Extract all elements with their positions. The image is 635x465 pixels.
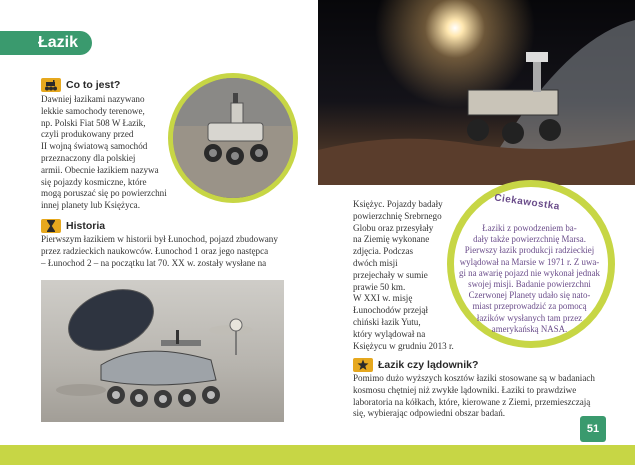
text-line: przeznaczony dla polskiej [41, 152, 136, 163]
text-line: na Ziemię wykonane [353, 234, 430, 245]
text-line: kosmosu chętniej niż zwykłe lądowniki. Łaziki to prawdziwe [353, 384, 577, 395]
text-line: Księżycu w grudniu 2013 r. [353, 340, 454, 351]
curiosity-text [452, 223, 607, 335]
text-line: innej planety lub Księżyca. [41, 200, 140, 211]
lunokhod-photo [41, 280, 284, 422]
text-line: Pierwszym łazikiem w historii był Łunochod, pojazd zbudowany [41, 234, 278, 244]
text-line: który wylądował na [353, 328, 426, 339]
text-line: dały także powierzchnię Marsa. [473, 234, 586, 245]
text-line: Łaziki z powodzeniem ba- [482, 223, 577, 233]
text-line: łazików wysłanych tam przez [476, 312, 583, 323]
text-line: Pierwszy łazik produkcji radzieckiej [464, 245, 595, 256]
text-line: amerykańską NASA. [491, 323, 568, 334]
text-line: II wojną światową samochód [41, 141, 148, 152]
text-line: się pojazdy kosmiczne, które [41, 176, 147, 187]
text-line: np. Polski Fiat 508 W Łazik, [41, 117, 146, 128]
page-title: Łazik [0, 31, 92, 55]
text-line: czyli produkowany przed [41, 129, 134, 140]
text-line: przejechały w sumie [353, 269, 428, 280]
page-number: 51 [580, 416, 606, 442]
section-rover-vs-lander-title: Łazik czy lądownik? [378, 359, 479, 371]
text-line: Łunochodów przejął [353, 305, 428, 316]
rover-photo [168, 73, 298, 203]
star-icon [353, 358, 373, 372]
section-what-is-it-title: Co to jest? [66, 79, 121, 91]
text-line: prawie 50 km. [353, 281, 406, 292]
middle-column-text [353, 199, 463, 352]
text-line: powierzchnię Srebrnego [353, 210, 442, 221]
text-line: Dawniej łazikami nazywano [41, 94, 145, 104]
text-line: zdjęcia. Podczas [353, 246, 414, 257]
text-line: dwóch misji [353, 257, 398, 268]
text-line: przez radzieckich naukowców. Łunochod 1 oraz jego następca [41, 245, 269, 256]
section-rover-vs-lander-heading [353, 358, 478, 372]
section-history-text [41, 234, 306, 269]
text-line: Księżyc. Pojazdy badały [353, 199, 443, 209]
text-line: – Łunochod 2 – na początku lat 70. XX w. zostały wysłane na [41, 257, 267, 268]
section-what-is-it-heading [41, 78, 120, 92]
curiosity-title: Ciekawostka [493, 192, 561, 213]
rover-icon [41, 78, 61, 92]
text-line: Globu oraz przesyłały [353, 222, 434, 233]
text-line: gi na awarię pojazd nie wykonał jednak [459, 267, 600, 278]
text-line: mogą poruszać się po powierzchni [41, 188, 167, 199]
section-history-title: Historia [66, 220, 106, 232]
text-line: miast przeprowadzić za pomocą [472, 301, 587, 312]
text-line: się, wybierając odpowiedni obszar badań. [353, 408, 506, 419]
text-line: lekkie samochody terenowe, [41, 105, 145, 116]
section-history-heading [41, 219, 105, 233]
section-what-is-it-text [41, 94, 166, 212]
text-line: laboratoria na kółkach, które, kierowane z Ziemi, przemieszczają [353, 396, 591, 407]
space-rover-photo [318, 0, 635, 185]
text-line: Pomimo dużo wyższych kosztów łaziki stosowane są w badaniach [353, 373, 595, 383]
bottom-band [0, 445, 635, 465]
hourglass-icon [41, 219, 61, 233]
text-line: chiński łazik Yutu, [353, 316, 421, 327]
text-line: armii. Obecnie łazikiem nazywa [41, 164, 159, 175]
text-line: Czerwonej Planety udało się nato- [468, 290, 591, 301]
section-rover-vs-lander-text [353, 373, 608, 420]
text-line: wylądował na Marsie w 1971 r. Z uwa- [459, 256, 600, 267]
text-line: W XXI w. misję [353, 293, 413, 304]
text-line: swojej misji. Badanie powierzchni [468, 279, 591, 290]
